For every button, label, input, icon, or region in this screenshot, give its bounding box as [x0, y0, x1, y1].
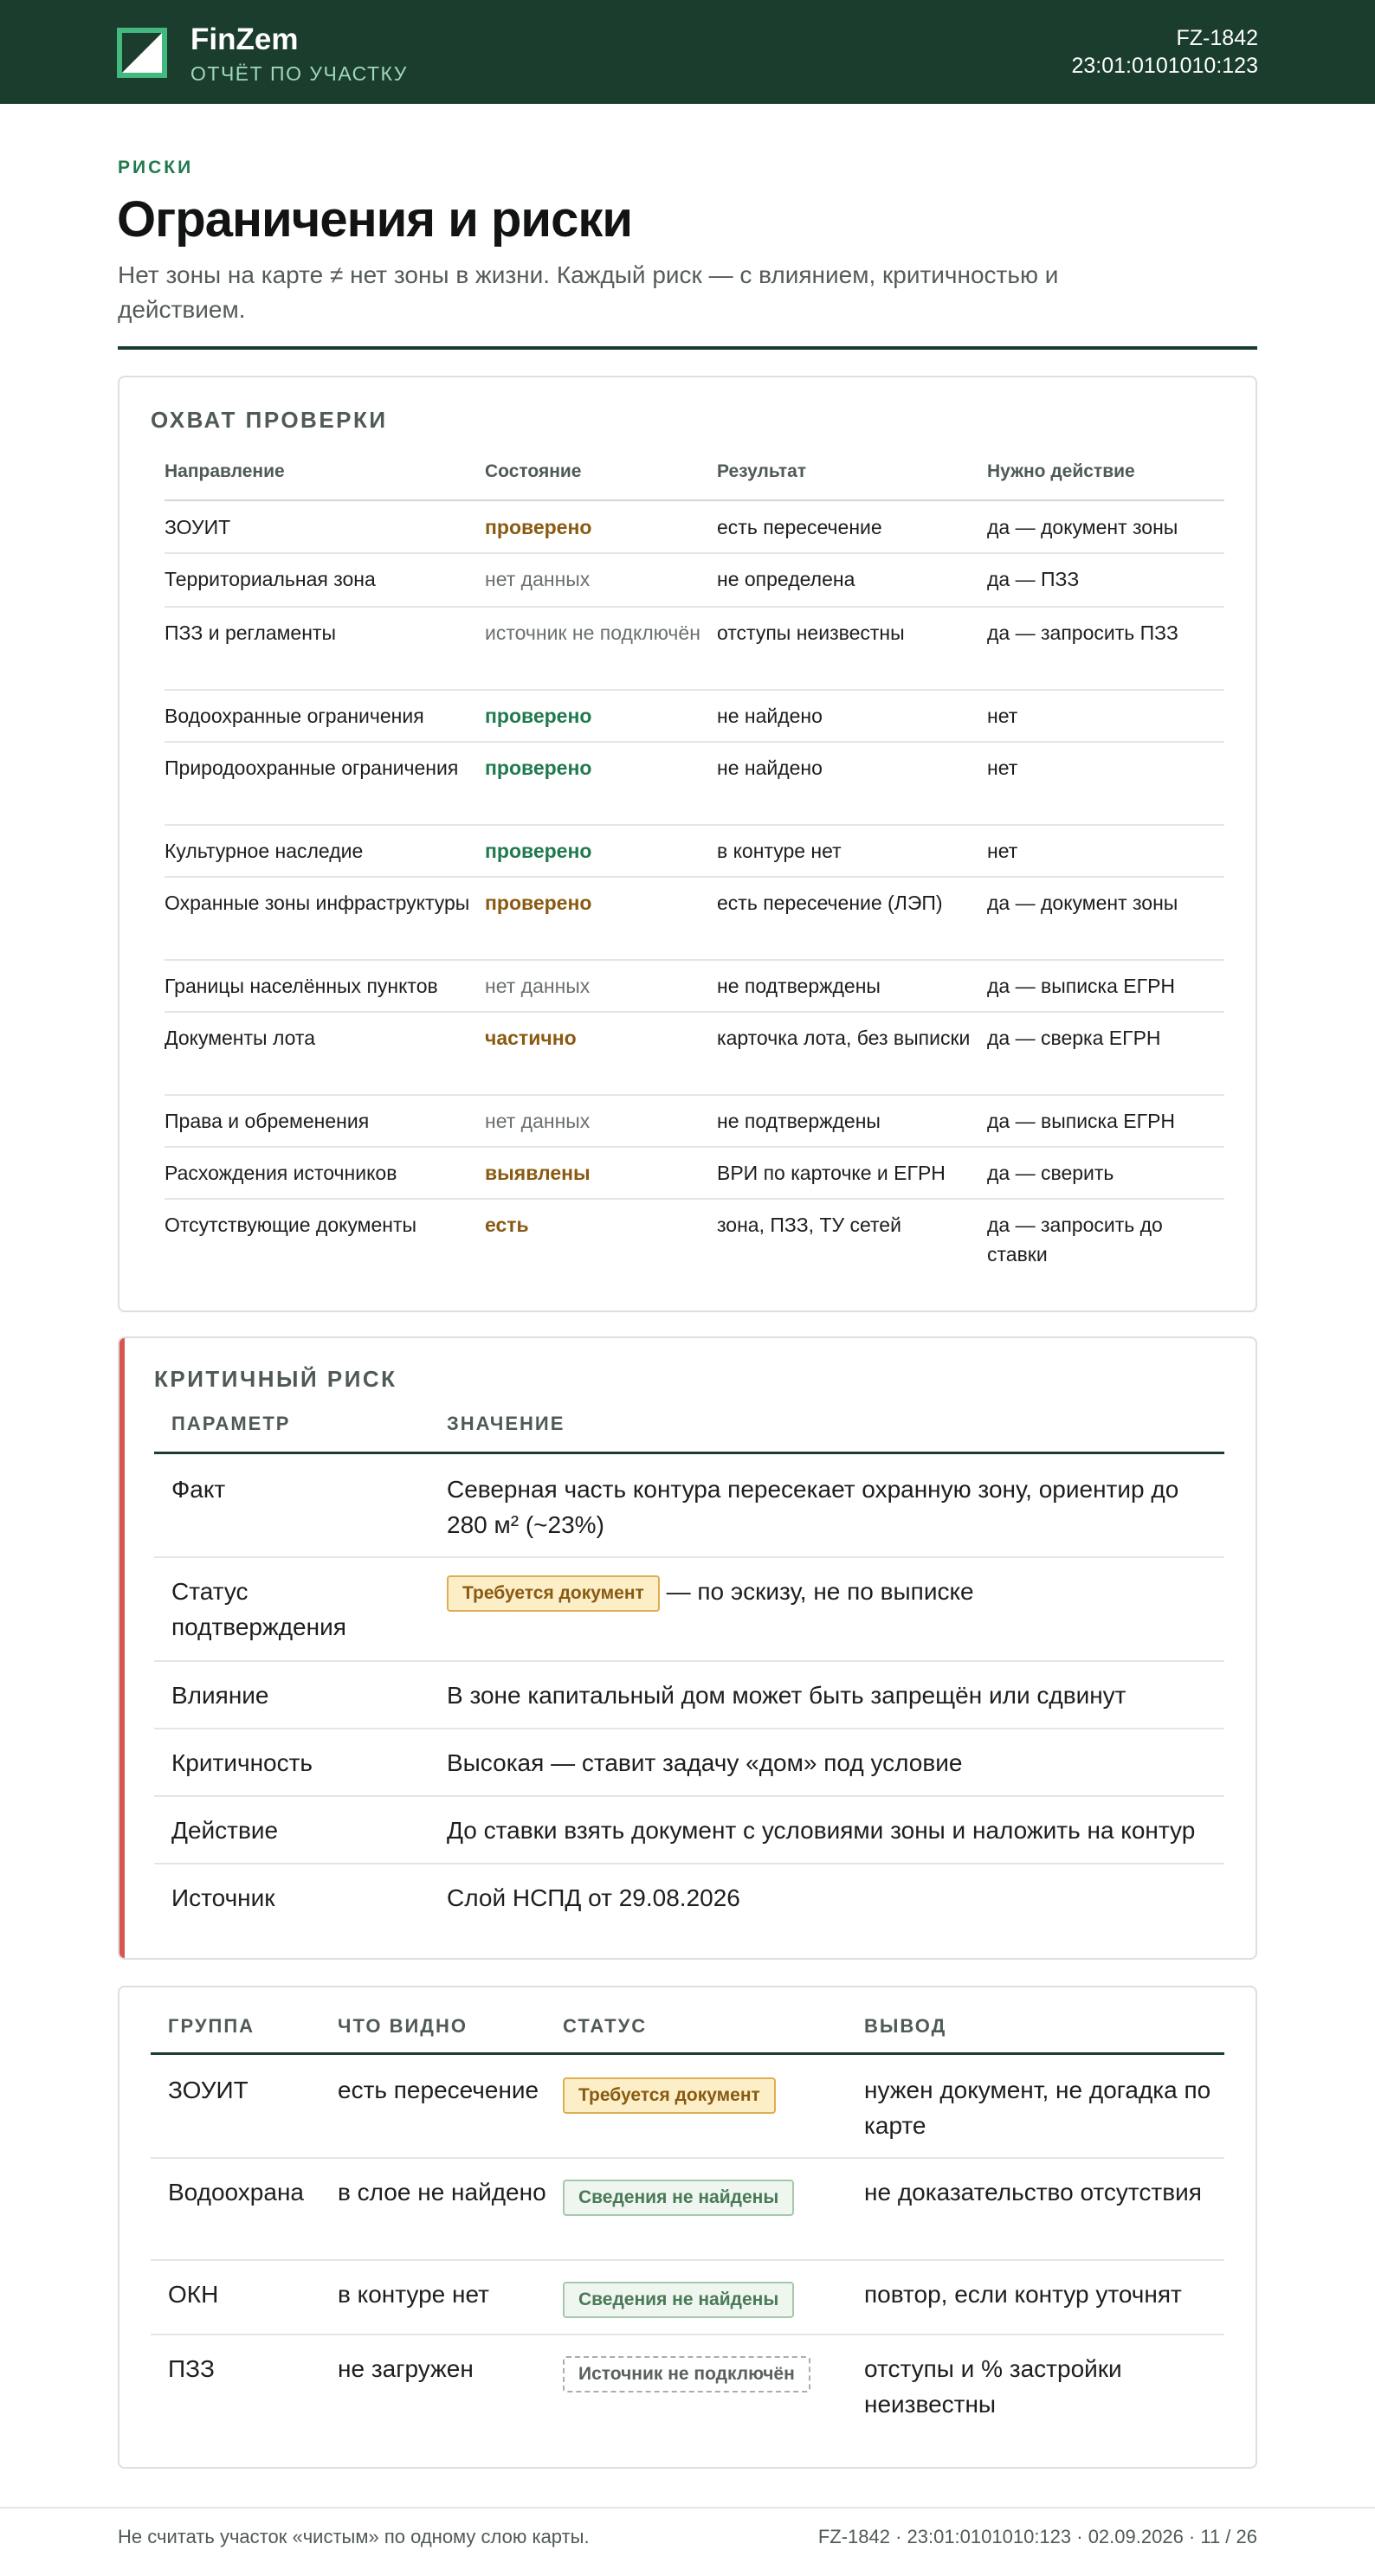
- heading-divider: [118, 346, 1257, 350]
- status-badge: Источник не подключён: [563, 2356, 810, 2392]
- table-row: [165, 1096, 1224, 1148]
- cell-state: нет данных: [485, 975, 591, 997]
- col-state: Состояние: [485, 461, 582, 481]
- param-value: В зоне капитальный дом может быть запрещён или сдвинут: [447, 1682, 1126, 1709]
- cell-status: [563, 2282, 857, 2318]
- col-group: ГРУППА: [168, 2015, 255, 2037]
- cell-result: не подтверждены: [717, 975, 881, 997]
- cell-state: источник не подключён: [485, 621, 700, 644]
- report-meta: [1072, 24, 1259, 80]
- cell-direction: ЗОУИТ: [165, 516, 231, 538]
- cell-state: проверено: [485, 757, 592, 779]
- page-title: Ограничения и риски: [117, 191, 633, 248]
- cell-group: ПЗЗ: [168, 2355, 215, 2382]
- table-row: [165, 691, 1224, 743]
- table-row: [154, 1662, 1224, 1729]
- param-value: Северная часть контура пересекает охранную зону, ориентир до 280 м² (~23%): [447, 1476, 1179, 1538]
- report-id: FZ-1842: [1176, 26, 1258, 50]
- cell-action: да — документ зоны: [987, 892, 1178, 914]
- cell-state: проверено: [485, 892, 592, 914]
- table-row: [165, 1200, 1224, 1283]
- cell-seen: в слое не найдено: [338, 2179, 546, 2206]
- cell-direction: Природоохранные ограничения: [165, 757, 459, 779]
- cell-conclusion: нужен документ, не догадка по карте: [864, 2077, 1211, 2139]
- cell-direction: Охранные зоны инфраструктуры: [165, 892, 470, 914]
- param-label: Источник: [171, 1884, 275, 1911]
- cell-action: нет: [987, 757, 1018, 779]
- cell-seen: не загружен: [338, 2355, 474, 2382]
- table-row: [151, 2261, 1224, 2335]
- col-param: ПАРАМЕТР: [171, 1413, 291, 1434]
- col-value: ЗНАЧЕНИЕ: [447, 1413, 565, 1434]
- cell-direction: Территориальная зона: [165, 568, 376, 590]
- section-eyebrow: РИСКИ: [118, 158, 194, 177]
- cell-action: да — запросить ПЗЗ: [987, 621, 1178, 644]
- param-value: Высокая — ставит задачу «дом» под условие: [447, 1749, 963, 1776]
- cell-group: ЗОУИТ: [168, 2077, 249, 2103]
- cell-action: да — ПЗЗ: [987, 568, 1080, 590]
- table-row: [154, 1864, 1224, 1935]
- cell-result: карточка лота, без выписки: [717, 1027, 971, 1049]
- param-value: [447, 1574, 1217, 1612]
- status-badge: Требуется документ: [563, 2077, 776, 2114]
- cell-result: не найдено: [717, 705, 823, 727]
- cell-state: проверено: [485, 840, 592, 862]
- param-label: Критичность: [171, 1749, 313, 1776]
- cell-state: нет данных: [485, 1110, 591, 1132]
- table-row: [151, 2057, 1224, 2159]
- table-row: [154, 1729, 1224, 1797]
- report-subtitle: ОТЧЁТ ПО УЧАСТКУ: [190, 62, 408, 85]
- table-row: [154, 1456, 1224, 1558]
- footer-meta: FZ-1842 · 23:01:0101010:123 · 02.09.2026 · 11 / 26: [817, 2526, 1257, 2547]
- cell-action: да — запросить до ставки: [987, 1214, 1163, 1265]
- param-label: Статус подтверждения: [171, 1578, 346, 1640]
- table-row: [165, 554, 1224, 608]
- critical-accent-bar: [119, 1338, 125, 1958]
- cell-status: [563, 2180, 857, 2216]
- table-row: [165, 502, 1224, 554]
- cell-result: отступы неизвестны: [717, 621, 905, 644]
- cell-direction: Расхождения источников: [165, 1162, 397, 1184]
- status-badge: Требуется документ: [447, 1575, 660, 1612]
- cell-group: Водоохрана: [168, 2179, 304, 2206]
- critical-table-header: [154, 1407, 1224, 1454]
- param-value: Слой НСПД от 29.08.2026: [447, 1884, 740, 1911]
- cell-state: нет данных: [485, 568, 591, 590]
- cell-result: есть пересечение: [717, 516, 882, 538]
- coverage-title: ОХВАТ ПРОВЕРКИ: [151, 407, 388, 433]
- cell-result: не найдено: [717, 757, 823, 779]
- cell-status: [563, 2077, 857, 2114]
- cell-state: частично: [485, 1027, 577, 1049]
- cell-result: в контуре нет: [717, 840, 842, 862]
- cell-result: не определена: [717, 568, 855, 590]
- brand-name: FinZem: [190, 23, 299, 56]
- table-row: [151, 2335, 1224, 2439]
- cell-direction: Культурное наследие: [165, 840, 364, 862]
- table-row: [165, 743, 1224, 826]
- cell-action: да — сверить: [987, 1162, 1114, 1184]
- cell-conclusion: повтор, если контур уточнят: [864, 2281, 1182, 2308]
- cell-conclusion: отступы и % застройки неизвестны: [864, 2355, 1122, 2418]
- cell-action: да — выписка ЕГРН: [987, 975, 1176, 997]
- cell-action: да — сверка ЕГРН: [987, 1027, 1161, 1049]
- status-note: — по эскизу, не по выписке: [666, 1578, 974, 1605]
- col-conclusion: ВЫВОД: [864, 2015, 947, 2037]
- table-row: [151, 2159, 1224, 2261]
- cell-seen: есть пересечение: [338, 2077, 539, 2103]
- cell-state: выявлены: [485, 1162, 591, 1184]
- cell-action: нет: [987, 840, 1018, 862]
- col-status: СТАТУС: [563, 2015, 648, 2037]
- cell-result: ВРИ по карточке и ЕГРН: [717, 1162, 946, 1184]
- top-bar: [0, 0, 1375, 104]
- table-row: [165, 826, 1224, 878]
- param-label: Действие: [171, 1817, 279, 1844]
- cell-state: проверено: [485, 705, 592, 727]
- table-row: [154, 1558, 1224, 1662]
- cell-status: [563, 2356, 857, 2392]
- finzem-logo-icon: [117, 28, 167, 78]
- col-action: Нужно действие: [987, 461, 1135, 481]
- cell-result: не подтверждены: [717, 1110, 881, 1132]
- cell-action: нет: [987, 705, 1018, 727]
- col-seen: ЧТО ВИДНО: [338, 2015, 468, 2037]
- status-badge: Сведения не найдены: [563, 2180, 794, 2216]
- col-result: Результат: [717, 461, 807, 481]
- status-badge: Сведения не найдены: [563, 2282, 794, 2318]
- cell-result: есть пересечение (ЛЭП): [717, 892, 943, 914]
- page-lead: Нет зоны на карте ≠ нет зоны в жизни. Каждый риск — с влиянием, критичностью и действием.: [118, 261, 1059, 323]
- cell-direction: Права и обременения: [165, 1110, 370, 1132]
- cell-direction: ПЗЗ и регламенты: [165, 621, 336, 644]
- cell-direction: Документы лота: [165, 1027, 315, 1049]
- cell-action: да — документ зоны: [987, 516, 1178, 538]
- param-label: Влияние: [171, 1682, 269, 1709]
- cell-result: зона, ПЗЗ, ТУ сетей: [717, 1214, 901, 1236]
- col-direction: Направление: [165, 461, 285, 481]
- table-row: [154, 1797, 1224, 1864]
- cell-direction: Границы населённых пунктов: [165, 975, 438, 997]
- table-row: [165, 878, 1224, 961]
- cell-state: есть: [485, 1214, 529, 1236]
- cell-action: да — выписка ЕГРН: [987, 1110, 1176, 1132]
- table-row: [165, 608, 1224, 691]
- cadastral-number: 23:01:0101010:123: [1071, 54, 1258, 78]
- groups-table-header: [151, 2005, 1224, 2055]
- cell-conclusion: не доказательство отсутствия: [864, 2179, 1202, 2206]
- cell-direction: Водоохранные ограничения: [165, 705, 424, 727]
- cell-direction: Отсутствующие документы: [165, 1214, 417, 1236]
- footer-divider: [0, 2507, 1375, 2508]
- critical-title: КРИТИЧНЫЙ РИСК: [154, 1366, 397, 1392]
- coverage-table-header: [165, 461, 1224, 501]
- footer-note: Не считать участок «чистым» по одному слою карты.: [118, 2526, 590, 2547]
- cell-state: проверено: [485, 516, 592, 538]
- table-row: [165, 961, 1224, 1013]
- param-label: Факт: [171, 1476, 226, 1503]
- param-value: До ставки взять документ с условиями зоны и наложить на контур: [447, 1817, 1196, 1844]
- table-row: [165, 1148, 1224, 1200]
- cell-group: ОКН: [168, 2281, 219, 2308]
- table-row: [165, 1013, 1224, 1096]
- cell-seen: в контуре нет: [338, 2281, 489, 2308]
